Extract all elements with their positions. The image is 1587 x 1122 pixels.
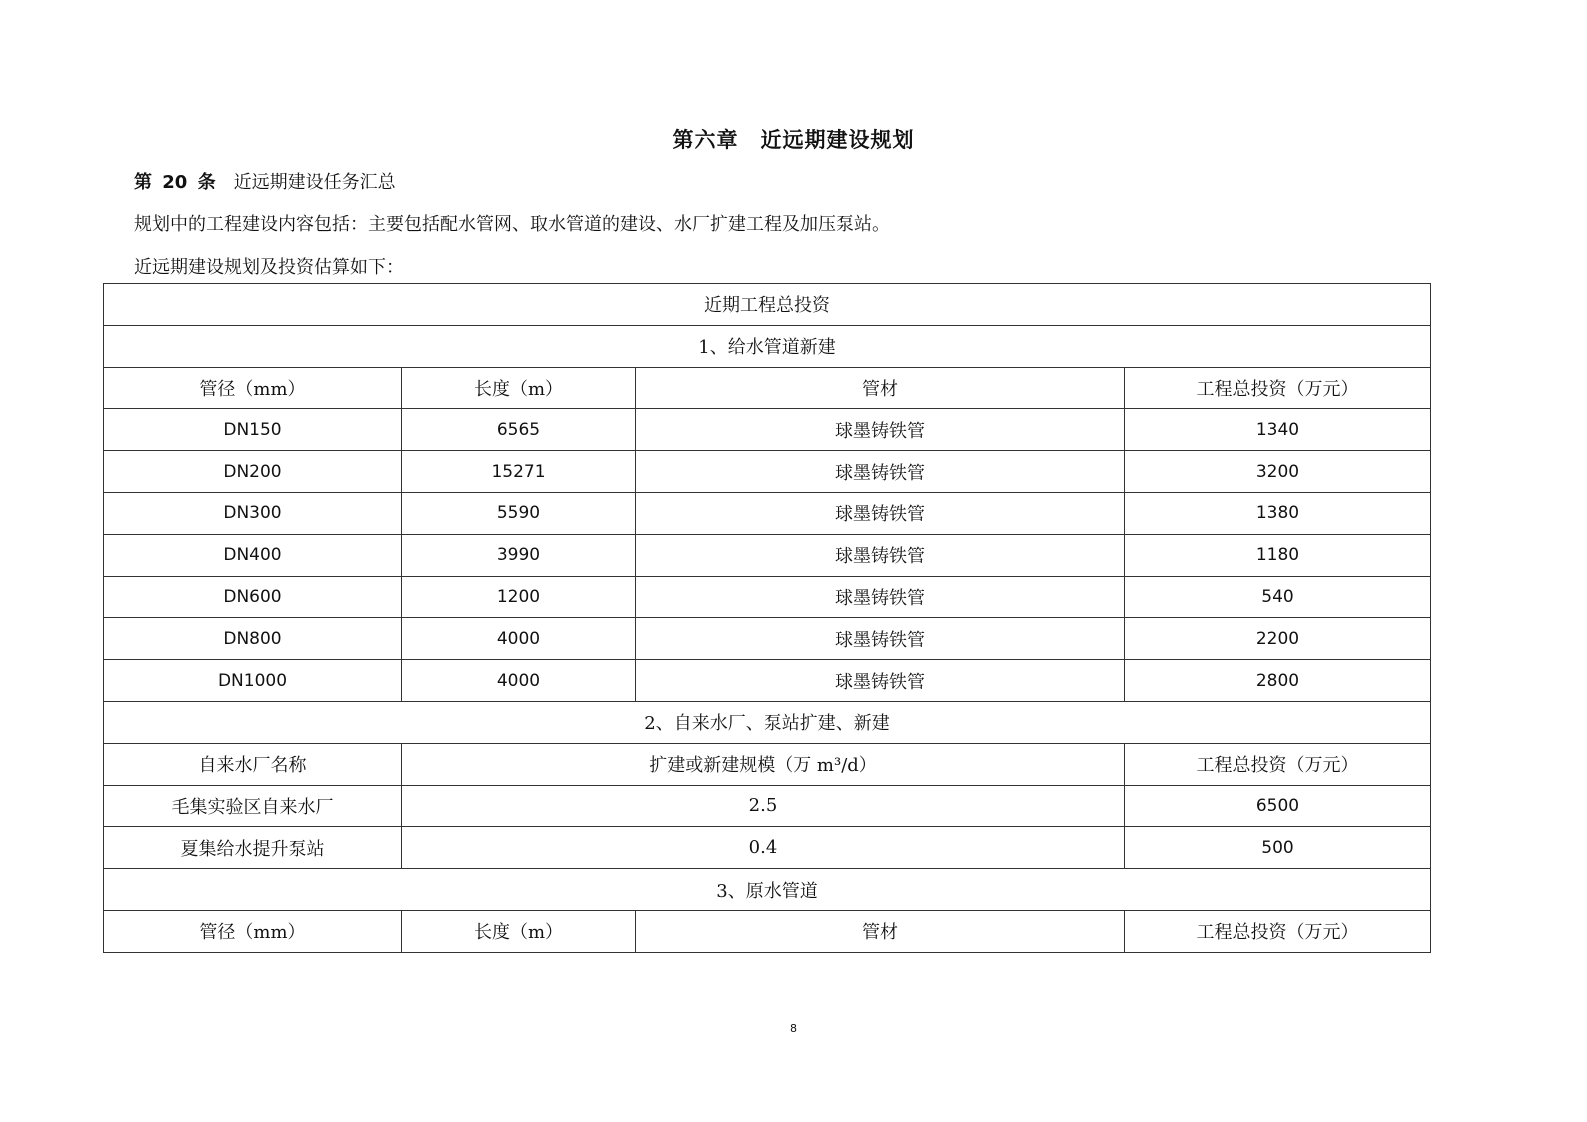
cell-investment: 6500 xyxy=(1125,785,1431,827)
table-row xyxy=(104,576,1431,618)
cell-material: 球墨铸铁管 xyxy=(636,534,1125,576)
header-length: 长度（m） xyxy=(402,367,636,409)
header-plant-name: 自来水厂名称 xyxy=(104,743,402,785)
cell-material: 球墨铸铁管 xyxy=(636,576,1125,618)
cell-diameter: DN1000 xyxy=(104,660,402,702)
cell-investment: 1340 xyxy=(1125,409,1431,451)
section-title-row xyxy=(104,701,1431,743)
investment-table xyxy=(103,283,1431,953)
cell-diameter: DN300 xyxy=(104,492,402,534)
table-row xyxy=(104,827,1431,869)
header-investment: 工程总投资（万元） xyxy=(1125,367,1431,409)
section3-title: 3、原水管道 xyxy=(104,869,1431,911)
cell-length: 6565 xyxy=(402,409,636,451)
header-diameter: 管径（mm） xyxy=(104,910,402,952)
header-investment: 工程总投资（万元） xyxy=(1125,743,1431,785)
estimate-paragraph: 近远期建设规划及投资估算如下： xyxy=(134,257,404,278)
cell-plant-name: 毛集实验区自来水厂 xyxy=(104,785,402,827)
cell-material: 球墨铸铁管 xyxy=(636,409,1125,451)
cell-material: 球墨铸铁管 xyxy=(636,451,1125,493)
header-length: 长度（m） xyxy=(402,910,636,952)
cell-length: 1200 xyxy=(402,576,636,618)
table-row xyxy=(104,451,1431,493)
section-title-row xyxy=(104,325,1431,367)
header-scale: 扩建或新建规模（万 m³/d） xyxy=(402,743,1125,785)
cell-diameter: DN800 xyxy=(104,618,402,660)
cell-diameter: DN600 xyxy=(104,576,402,618)
cell-length: 4000 xyxy=(402,618,636,660)
header-row xyxy=(104,910,1431,952)
cell-scale: 2.5 xyxy=(402,785,1125,827)
table-row xyxy=(104,534,1431,576)
table-row xyxy=(104,492,1431,534)
table-row xyxy=(104,409,1431,451)
cell-investment: 540 xyxy=(1125,576,1431,618)
chapter-title: 第六章 近远期建设规划 xyxy=(672,128,915,152)
cell-scale: 0.4 xyxy=(402,827,1125,869)
header-row xyxy=(104,367,1431,409)
cell-material: 球墨铸铁管 xyxy=(636,618,1125,660)
cell-length: 4000 xyxy=(402,660,636,702)
article-title: 近远期建设任务汇总 xyxy=(233,172,396,193)
cell-investment: 2800 xyxy=(1125,660,1431,702)
article-heading xyxy=(134,168,396,194)
section-title-row xyxy=(104,869,1431,911)
intro-paragraph: 规划中的工程建设内容包括：主要包括配水管网、取水管道的建设、水厂扩建工程及加压泵站。 xyxy=(134,214,890,235)
cell-length: 3990 xyxy=(402,534,636,576)
cell-material: 球墨铸铁管 xyxy=(636,492,1125,534)
table-title-row xyxy=(104,284,1431,326)
cell-investment: 1380 xyxy=(1125,492,1431,534)
header-investment: 工程总投资（万元） xyxy=(1125,910,1431,952)
cell-length: 5590 xyxy=(402,492,636,534)
header-material: 管材 xyxy=(636,367,1125,409)
header-row xyxy=(104,743,1431,785)
header-diameter: 管径（mm） xyxy=(104,367,402,409)
table-row xyxy=(104,618,1431,660)
cell-plant-name: 夏集给水提升泵站 xyxy=(104,827,402,869)
cell-diameter: DN200 xyxy=(104,451,402,493)
cell-investment: 1180 xyxy=(1125,534,1431,576)
article-number: 第 20 条 xyxy=(134,172,216,193)
table-row xyxy=(104,785,1431,827)
cell-diameter: DN400 xyxy=(104,534,402,576)
table-title: 近期工程总投资 xyxy=(104,284,1431,326)
section1-title: 1、给水管道新建 xyxy=(104,325,1431,367)
cell-investment: 3200 xyxy=(1125,451,1431,493)
cell-diameter: DN150 xyxy=(104,409,402,451)
table-row xyxy=(104,660,1431,702)
cell-investment: 500 xyxy=(1125,827,1431,869)
cell-material: 球墨铸铁管 xyxy=(636,660,1125,702)
header-material: 管材 xyxy=(636,910,1125,952)
page-number: 8 xyxy=(790,1022,797,1035)
section2-title: 2、自来水厂、泵站扩建、新建 xyxy=(104,701,1431,743)
cell-investment: 2200 xyxy=(1125,618,1431,660)
cell-length: 15271 xyxy=(402,451,636,493)
